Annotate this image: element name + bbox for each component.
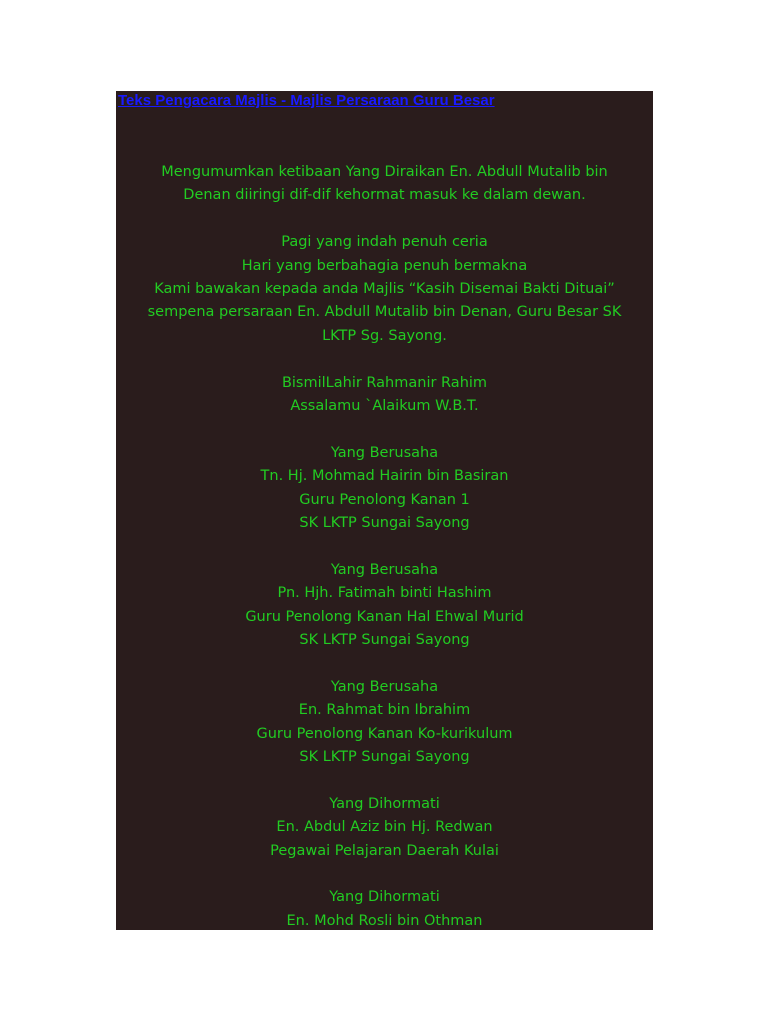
paragraph-guest [116,559,653,653]
paragraph-opening [116,231,653,348]
text-line: En. Abdul Aziz bin Hj. Redwan [276,819,493,836]
document-page [116,91,653,930]
paragraph-guest [116,676,653,770]
text-line: SK LKTP Sungai Sayong [299,749,470,766]
text-line: Yang Berusaha [330,561,439,578]
text-line: Guru Penolong Kanan Hal Ehwal Murid [245,608,524,625]
paragraph-announcement [116,161,653,208]
text-line: Yang Dihormati [329,795,440,812]
text-line: Yang Dihormati [329,889,440,906]
text-line: Hari yang berbahagia penuh bermakna [241,257,528,274]
text-line: SK LKTP Sungai Sayong [299,632,470,649]
paragraph-guest [116,442,653,536]
text-line: Pagi yang indah penuh ceria [281,234,488,251]
text-line: Pegawai Pelajaran Daerah Kulai [270,842,499,859]
text-line: Pn. Hjh. Fatimah binti Hashim [277,585,492,602]
document-body [116,161,653,930]
text-line: LKTP Sg. Sayong. [322,327,447,344]
text-line: Mengumumkan ketibaan Yang Diraikan En. Abdull Mutalib bin [161,164,608,180]
text-line: Guru Penolong Kanan Ko-kurikulum [256,725,513,742]
paragraph-guest [116,793,653,863]
text-line: En. Rahmat bin Ibrahim [298,702,471,719]
text-line: Guru Penolong Kanan 1 [299,491,470,508]
text-line: sempena persaraan En. Abdull Mutalib bin Denan, Guru Besar SK [147,304,622,321]
text-line: Assalamu `Alaikum W.B.T. [290,398,479,415]
text-line: BismilLahir Rahmanir Rahim [281,374,488,391]
text-line: Kami bawakan kepada anda Majlis “Kasih Disemai Bakti Dituai” [154,281,615,298]
paragraph-greeting [116,372,653,419]
text-line: Yang Berusaha [330,444,439,461]
text-line: SK LKTP Sungai Sayong [299,515,470,532]
document-title-link[interactable]: Teks Pengacara Majlis - Majlis Persaraan Guru Besar [118,92,495,109]
text-line: En. Mohd Rosli bin Othman [286,912,483,929]
text-line: Yang Berusaha [330,678,439,695]
text-line: Denan diiringi dif-dif kehormat masuk ke dalam dewan. [183,187,586,204]
text-line: Tn. Hj. Mohmad Hairin bin Basiran [260,468,509,485]
paragraph-guest [116,886,653,930]
